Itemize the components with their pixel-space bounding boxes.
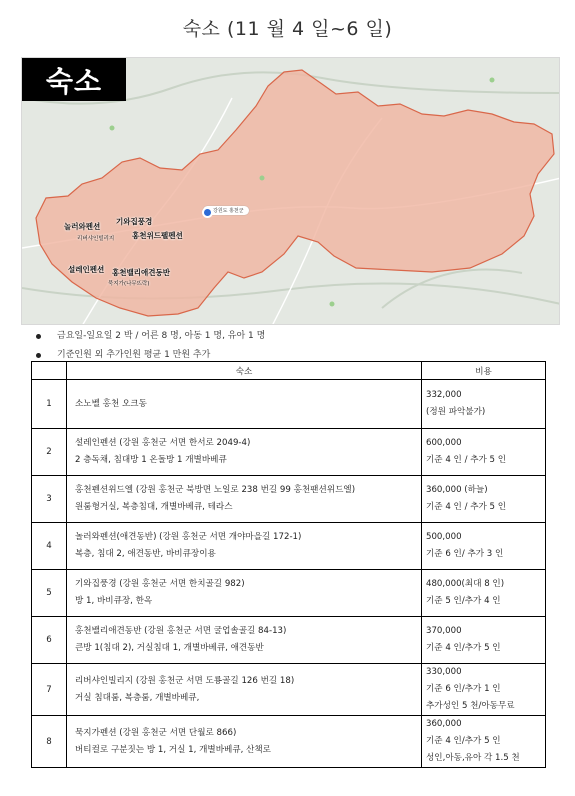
page-title: 숙소 (11 월 4 일~6 일) [182,18,393,40]
row-price [422,380,546,429]
table-row [32,429,546,476]
row-accommodation [67,429,422,476]
accommodation-line: 거실 침대룸, 복층룸, 개별바베큐, [75,692,200,703]
row-price [422,476,546,523]
row-number: 1 [32,380,67,429]
table-body [32,380,546,768]
table-row [32,380,546,429]
price-line: 기준 6 인/추가 1 인 [426,684,501,694]
accommodation-line: 설레인펜션 (강원 홍천군 서면 한서로 2049-4) [75,438,251,448]
price-line: 360,000 (하늘) [426,485,488,495]
price-line: 기준 4 인 / 추가 5 인 [426,455,507,465]
header-name: 숙소 [67,362,422,380]
price-line: 360,000 [426,719,462,729]
accommodation-line: 소노벨 홍천 오크동 [75,398,147,409]
row-number: 7 [32,664,67,716]
map-label-seolle: 설레인펜션 [68,265,105,274]
table-row [32,716,546,768]
row-price [422,617,546,664]
price-line: 성인,아동,유아 각 1.5 천 [426,753,520,763]
accommodation-line: 묵지가펜션 (강원 홍천군 서면 단월로 866) [75,727,237,738]
note-text: 기준인원 외 추가인원 평균 1 만원 추가 [57,350,211,360]
accommodation-line: 원룸형거실, 복층침대, 개별바베큐, 테라스 [75,502,233,512]
header-no [32,362,67,380]
table-row [32,664,546,716]
map-label-widel: 홍천위드펠펜션 [132,231,183,240]
row-number: 6 [32,617,67,664]
price-line: 기준 4 인/추가 5 인 [426,643,501,653]
accommodation-line: 놀러와펜션(애견동반) (강원 홍천군 서면 개야마을길 172-1) [75,532,302,542]
map-label-nolawa: 놀러와펜션 [64,222,101,231]
table-header-row [32,362,546,380]
price-line: 332,000 [426,390,462,400]
row-number: 2 [32,429,67,476]
accommodation-table [31,361,546,768]
accommodation-line: 2 층독채, 침대방 1 온돌방 1 개별바베큐 [75,455,227,465]
bullet-icon [36,353,41,358]
accommodation-line: 복층, 침대 2, 애견동반, 바비큐장이용 [75,549,216,559]
map-label-riversha: 리버샤인빌리지 [77,236,115,242]
price-line: 500,000 [426,532,462,542]
row-accommodation [67,716,422,768]
row-number: 5 [32,570,67,617]
notes-list [36,327,265,365]
note-item [36,327,265,346]
bullet-icon [36,334,41,339]
row-number: 3 [32,476,67,523]
price-line: 기준 6 인/ 추가 3 인 [426,549,504,559]
row-accommodation [67,523,422,570]
row-number: 8 [32,716,67,768]
price-line: (정원 파악불가) [426,407,486,417]
price-line: 370,000 [426,626,462,636]
map-label-valley: 홍천밸리애견동반 [112,268,170,277]
accommodation-line: 기와집풍경 (강원 홍천군 서면 한치골길 982) [75,579,245,589]
price-line: 480,000(최대 8 인) [426,579,505,589]
price-line: 추가성인 5 천/아동무료 [426,701,515,711]
row-price [422,523,546,570]
price-line: 330,000 [426,667,462,677]
accommodation-line: 버티컬로 구분짓는 방 1, 거실 1, 개별바베큐, 산책로 [75,744,271,755]
accommodation-line: 홍천펜션위드엘 (강원 홍천군 북방면 노일로 238 번길 99 홍천팬션위드엘) [75,485,356,495]
pin-chip: 강원도 홍천군 [203,206,249,215]
accommodation-line: 리버샤인빌리지 (강원 홍천군 서면 도룡골길 126 번길 18) [75,675,295,686]
note-text: 금요일-일요일 2 박 / 어른 8 명, 아동 1 명, 유아 1 명 [57,331,266,341]
table-row [32,523,546,570]
accommodation-line: 방 1, 바비큐장, 한옥 [75,596,153,606]
row-accommodation [67,617,422,664]
accommodation-line: 홍천밸리애견동반 (강원 홍천군 서면 굴업솔골길 84-13) [75,626,287,636]
price-line: 600,000 [426,438,462,448]
map-label-mukji: 묵지가(나무뜨락) [108,281,150,287]
row-price [422,570,546,617]
row-accommodation [67,570,422,617]
row-number: 4 [32,523,67,570]
price-line: 기준 5 인/추가 4 인 [426,596,501,606]
map-label-gizip: 기와집풍경 [116,217,153,226]
price-line: 기준 4 인 / 추가 5 인 [426,502,507,512]
row-price [422,429,546,476]
map-badge: 숙소 [22,58,126,101]
accommodation-map [21,57,560,325]
header-price: 비용 [422,362,546,380]
location-pin-icon[interactable] [202,207,213,218]
row-accommodation [67,476,422,523]
table-row [32,570,546,617]
row-price [422,664,546,716]
price-line: 기준 4 인/추가 5 인 [426,736,501,746]
row-accommodation [67,664,422,716]
table-row [32,617,546,664]
accommodation-line: 큰방 1(침대 2), 거실침대 1, 개별바베큐, 애견동반 [75,643,264,653]
table-row [32,476,546,523]
row-accommodation [67,380,422,429]
row-price [422,716,546,768]
